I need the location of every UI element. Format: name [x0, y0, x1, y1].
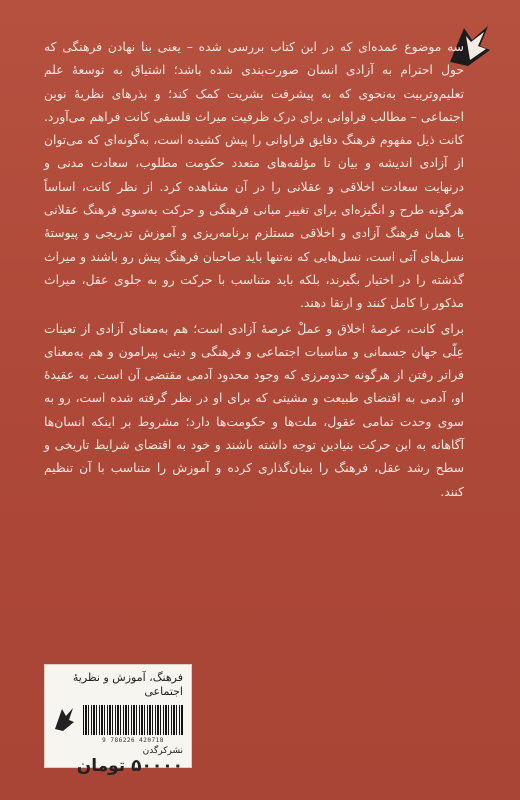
blurb-paragraph-1: سه موضوع عمده‌ای که در این کتاب بررسی شده – یعنی بنا نهادن فرهنگی که حول احترام به آزادی انسان صورت‌بندی شده باشد؛ اشتیاق به توسعهٔ علم تعلیم‌وتربیت به‌نحوی که به پیشرفت بشریت کمک کند؛ و بذرهای نظریهٔ نوین اجتماعی – مطالب فراوانی برای درک ظرفیت میراث فلسفی کانت فراهم می‌آورد. کانت ذیل مفهوم فرهنگ دقایق فراوانی را پیش کشیده است، به‌گونه‌ای که می‌توان از آزادی اندیشه و بیان تا مؤلفه‌های متعدد حکومت مطلوب، سعادت مدنی و درنهایت سعادت اخلاقی و عقلانی را در آن مشاهده کرد. از نظر کانت، اساساً هرگونه طرح و انگیزه‌ای برای تغییر مبانی فرهنگی و حرکت به‌سوی فرهنگ عقلانی یا همان فرهنگ آزادی و اخلاقی مستلزم برنامه‌ریزی و آموزش تدریجی و پیوستهٔ نسل‌های آتی است، نسل‌هایی که نه‌تنها باید صاحبان فرهنگ پیش رو باشند و میراث گذشته را در اختیار بگیرند، بلکه باید متناسب با حرکت رو به جلوی عقل، میراث مذکور را کامل کنند و ارتقا دهند. [44, 40, 464, 311]
isbn-barcode [83, 705, 183, 735]
price-label: ۵۰۰۰۰ تومان [76, 756, 183, 776]
publisher-name: نشرکرگدن [142, 746, 183, 756]
blurb-text [44, 36, 464, 504]
blurb-paragraph-2: برای کانت، عرصهٔ اخلاق و عملْ عرصهٔ آزادی است؛ هم به‌معنای آزادی از تعینات عِلّی جهان جسمانی و مناسبات اجتماعی و فرهنگی و دینی پیرامون و هم به‌معنای فراتر رفتن از هرگونه حدومرزی که وجود محدود آدمی مقتضی آن است. به عقیدهٔ او، آدمی به اقتضای طبیعت و مشیتی که برای او در نظر گرفته شده است، رو به سوی وحدت تمامی عقول، ملت‌ها و حکومت‌ها دارد؛ مشروط بر اینکه انسان‌ها آگاهانه به این حرکت بنیادین توجه داشته باشند و خود به اقتضای شرایط تاریخی و سطح رشد عقل، فرهنگ را بنیان‌گذاری کرده و آموزش را متناسب با آن تنظیم کنند. [44, 321, 464, 499]
isbn-number: 9 786226 420718 [102, 737, 164, 744]
price-sticker [44, 664, 192, 776]
sticker-book-title: فرهنگ، آموزش و نظریهٔ اجتماعی [72, 671, 183, 698]
publisher-logo-icon [53, 705, 75, 733]
